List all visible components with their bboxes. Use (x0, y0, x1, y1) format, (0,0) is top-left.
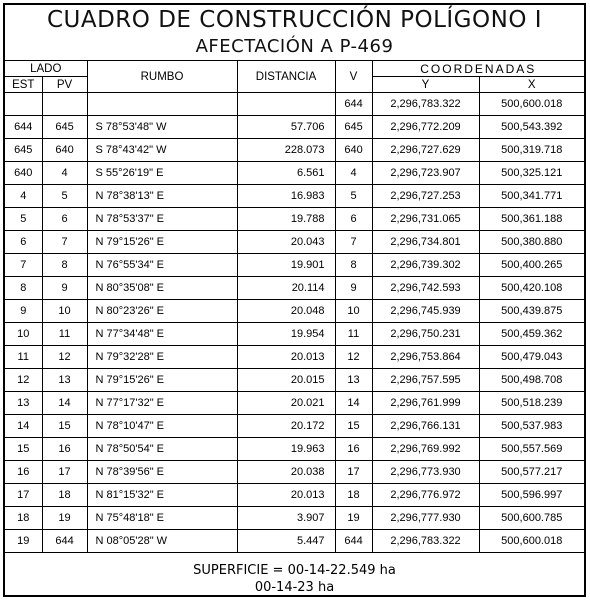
cell-y: 2,296,745.939 (372, 300, 479, 323)
cell-distancia: 20.172 (237, 415, 335, 438)
cell-rumbo: N 79°32'28" E (87, 346, 237, 369)
cell-pv: 17 (42, 461, 87, 484)
document-title: CUADRO DE CONSTRUCCIÓN POLÍGONO I (46, 7, 543, 33)
cell-v: 8 (335, 254, 372, 277)
header-est: EST (5, 77, 42, 93)
cell-x: 500,600.018 (479, 530, 584, 553)
cell-x: 500,380.880 (479, 231, 584, 254)
cell-rumbo: N 78°50'54" E (87, 438, 237, 461)
cell-est: 12 (5, 369, 42, 392)
cell-y: 2,296,783.322 (372, 93, 479, 116)
cell-pv: 7 (42, 231, 87, 254)
cell-distancia: 20.015 (237, 369, 335, 392)
cell-pv: 9 (42, 277, 87, 300)
cell-distancia: 19.788 (237, 208, 335, 231)
cell-v: 645 (335, 116, 372, 139)
cell-est: 17 (5, 484, 42, 507)
cell-v: 644 (335, 530, 372, 553)
cell-rumbo: N 76°55'34" E (87, 254, 237, 277)
cell-x: 500,361.188 (479, 208, 584, 231)
cell-y: 2,296,777.930 (372, 507, 479, 530)
cell-pv: 8 (42, 254, 87, 277)
table-row (5, 139, 584, 162)
cell-v: 17 (335, 461, 372, 484)
cell-distancia: 19.963 (237, 438, 335, 461)
cell-rumbo: N 79°15'26" E (87, 369, 237, 392)
cell-x: 500,498.708 (479, 369, 584, 392)
surface-rounded: 00-14-23 ha (254, 580, 335, 595)
cell-v: 12 (335, 346, 372, 369)
table-row (5, 231, 584, 254)
table-row (5, 93, 584, 116)
table-row (5, 461, 584, 484)
cell-pv: 13 (42, 369, 87, 392)
header-coordenadas: COORDENADAS (372, 61, 584, 77)
cell-x: 500,439.875 (479, 300, 584, 323)
cell-distancia: 3.907 (237, 507, 335, 530)
cell-v: 10 (335, 300, 372, 323)
cell-y: 2,296,750.231 (372, 323, 479, 346)
cell-x: 500,557.569 (479, 438, 584, 461)
cell-rumbo: N 08°05'28" W (87, 530, 237, 553)
document-subtitle: AFECTACIÓN A P-469 (195, 36, 394, 57)
cell-x: 500,518.239 (479, 392, 584, 415)
cell-v: 18 (335, 484, 372, 507)
cell-est: 10 (5, 323, 42, 346)
cell-y: 2,296,723.907 (372, 162, 479, 185)
cell-v: 9 (335, 277, 372, 300)
cell-y: 2,296,761.999 (372, 392, 479, 415)
cell-est (5, 93, 42, 116)
cell-v: 13 (335, 369, 372, 392)
cell-rumbo: S 78°53'48" W (87, 116, 237, 139)
cell-distancia: 20.038 (237, 461, 335, 484)
cell-x: 500,319.718 (479, 139, 584, 162)
cell-distancia: 19.901 (237, 254, 335, 277)
cell-pv: 5 (42, 185, 87, 208)
table-row (5, 507, 584, 530)
cell-x: 500,420.108 (479, 277, 584, 300)
table-row (5, 162, 584, 185)
cell-est: 7 (5, 254, 42, 277)
cell-v: 4 (335, 162, 372, 185)
cell-est: 8 (5, 277, 42, 300)
header-distancia: DISTANCIA (237, 61, 335, 93)
cell-y: 2,296,734.801 (372, 231, 479, 254)
cell-rumbo: N 77°17'32" E (87, 392, 237, 415)
cell-distancia: 20.114 (237, 277, 335, 300)
cell-distancia: 20.048 (237, 300, 335, 323)
cell-rumbo: N 78°10'47" E (87, 415, 237, 438)
cell-x: 500,537.983 (479, 415, 584, 438)
cell-y: 2,296,766.131 (372, 415, 479, 438)
cell-y: 2,296,727.253 (372, 185, 479, 208)
cell-v: 19 (335, 507, 372, 530)
cell-v: 640 (335, 139, 372, 162)
cell-pv (42, 93, 87, 116)
header-lado: LADO (5, 61, 87, 77)
table-row (5, 415, 584, 438)
cell-est: 15 (5, 438, 42, 461)
cell-v: 11 (335, 323, 372, 346)
cell-est: 645 (5, 139, 42, 162)
table-body (5, 93, 584, 553)
cell-y: 2,296,731.065 (372, 208, 479, 231)
table-row (5, 254, 584, 277)
cell-x: 500,341.771 (479, 185, 584, 208)
cell-rumbo: N 78°39'56" E (87, 461, 237, 484)
cell-pv: 15 (42, 415, 87, 438)
cell-est: 9 (5, 300, 42, 323)
cell-y: 2,296,753.864 (372, 346, 479, 369)
cell-y: 2,296,769.992 (372, 438, 479, 461)
cell-v: 6 (335, 208, 372, 231)
cell-pv: 6 (42, 208, 87, 231)
cell-v: 644 (335, 93, 372, 116)
table-row (5, 438, 584, 461)
cell-distancia (237, 93, 335, 116)
table-row (5, 484, 584, 507)
cell-v: 14 (335, 392, 372, 415)
cell-x: 500,596.997 (479, 484, 584, 507)
cell-v: 16 (335, 438, 372, 461)
table-row (5, 346, 584, 369)
cell-rumbo: S 78°43'42" W (87, 139, 237, 162)
cell-rumbo: N 78°53'37" E (87, 208, 237, 231)
cell-v: 7 (335, 231, 372, 254)
table-row (5, 392, 584, 415)
cell-est: 18 (5, 507, 42, 530)
cell-pv: 4 (42, 162, 87, 185)
cell-est: 16 (5, 461, 42, 484)
cell-pv: 644 (42, 530, 87, 553)
header-x: X (479, 77, 584, 93)
cell-y: 2,296,776.972 (372, 484, 479, 507)
table-row (5, 185, 584, 208)
header-rumbo: RUMBO (87, 61, 237, 93)
cell-rumbo: S 55°26'19" E (87, 162, 237, 185)
cell-est: 640 (5, 162, 42, 185)
table-row (5, 530, 584, 553)
cell-rumbo: N 77°34'48" E (87, 323, 237, 346)
cell-distancia: 20.013 (237, 484, 335, 507)
cell-est: 6 (5, 231, 42, 254)
cell-distancia: 5.447 (237, 530, 335, 553)
header-pv: PV (42, 77, 87, 93)
cell-rumbo: N 81°15'32" E (87, 484, 237, 507)
cell-rumbo: N 79°15'26" E (87, 231, 237, 254)
cell-y: 2,296,757.595 (372, 369, 479, 392)
cell-rumbo (87, 93, 237, 116)
cell-y: 2,296,773.930 (372, 461, 479, 484)
cell-est: 13 (5, 392, 42, 415)
surface-summary (5, 553, 584, 596)
cell-pv: 640 (42, 139, 87, 162)
cell-x: 500,459.362 (479, 323, 584, 346)
cell-distancia: 20.021 (237, 392, 335, 415)
header-v: V (335, 61, 372, 93)
cell-pv: 18 (42, 484, 87, 507)
cell-pv: 645 (42, 116, 87, 139)
cell-pv: 12 (42, 346, 87, 369)
cell-est: 4 (5, 185, 42, 208)
construction-table-document (3, 3, 586, 597)
cell-distancia: 20.013 (237, 346, 335, 369)
cell-x: 500,577.217 (479, 461, 584, 484)
cell-est: 14 (5, 415, 42, 438)
header-y: Y (372, 77, 479, 93)
cell-y: 2,296,727.629 (372, 139, 479, 162)
cell-rumbo: N 80°35'08" E (87, 277, 237, 300)
cell-pv: 19 (42, 507, 87, 530)
cell-v: 5 (335, 185, 372, 208)
table-row (5, 369, 584, 392)
table-row (5, 300, 584, 323)
cell-pv: 11 (42, 323, 87, 346)
cell-x: 500,600.785 (479, 507, 584, 530)
cell-y: 2,296,772.209 (372, 116, 479, 139)
cell-rumbo: N 75°48'18" E (87, 507, 237, 530)
table-row (5, 277, 584, 300)
cell-est: 19 (5, 530, 42, 553)
table-row (5, 208, 584, 231)
cell-x: 500,543.392 (479, 116, 584, 139)
cell-pv: 10 (42, 300, 87, 323)
cell-distancia: 16.983 (237, 185, 335, 208)
surface-value: SUPERFICIE = 00-14-22.549 ha (193, 563, 396, 578)
construction-table (5, 60, 584, 553)
cell-distancia: 57.706 (237, 116, 335, 139)
table-row (5, 116, 584, 139)
cell-y: 2,296,739.302 (372, 254, 479, 277)
cell-pv: 14 (42, 392, 87, 415)
cell-rumbo: N 80°23'26" E (87, 300, 237, 323)
cell-y: 2,296,783.322 (372, 530, 479, 553)
cell-distancia: 228.073 (237, 139, 335, 162)
cell-est: 5 (5, 208, 42, 231)
cell-distancia: 19.954 (237, 323, 335, 346)
cell-est: 11 (5, 346, 42, 369)
cell-rumbo: N 78°38'13" E (87, 185, 237, 208)
cell-x: 500,479.043 (479, 346, 584, 369)
cell-v: 15 (335, 415, 372, 438)
cell-x: 500,600.018 (479, 93, 584, 116)
cell-x: 500,400.265 (479, 254, 584, 277)
cell-distancia: 20.043 (237, 231, 335, 254)
cell-y: 2,296,742.593 (372, 277, 479, 300)
cell-est: 644 (5, 116, 42, 139)
cell-x: 500,325.121 (479, 162, 584, 185)
cell-distancia: 6.561 (237, 162, 335, 185)
table-row (5, 323, 584, 346)
cell-pv: 16 (42, 438, 87, 461)
